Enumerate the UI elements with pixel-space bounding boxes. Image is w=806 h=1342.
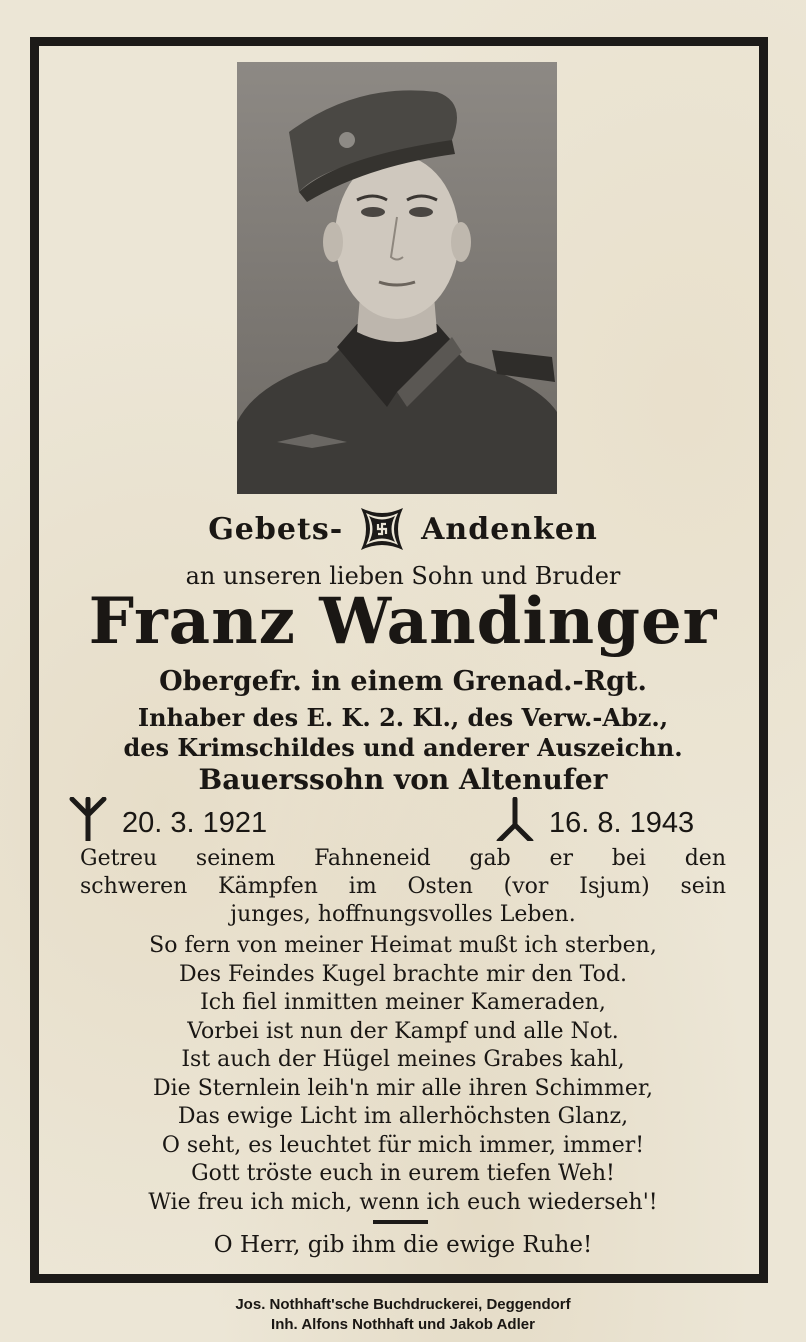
poem-line: Wie freu ich mich, wenn ich euch wiederseh'!	[148, 1189, 658, 1215]
memorial-poem	[80, 932, 726, 1217]
dedication-paragraph	[80, 845, 726, 929]
dedication-line-1: Getreu seinem Fahneneid gab er bei den	[80, 846, 726, 871]
dedication-line-3: junges, hoffnungsvolles Leben.	[230, 902, 576, 927]
death-date-group	[495, 800, 694, 846]
awards-line-2: des Krimschildes und anderer Auszeichn.	[123, 733, 683, 762]
origin-text: Bauerssohn von Altenufer	[198, 763, 608, 796]
poem-line: Des Feindes Kugel brachte mir den Tod.	[179, 961, 627, 987]
life-rune-icon	[68, 797, 108, 849]
awards-line-1: Inhaber des E. K. 2. Kl., des Verw.-Abz.,	[137, 703, 669, 732]
poem-line: O seht, es leuchtet für mich immer, immer!	[161, 1132, 645, 1158]
dedication-line-2: schweren Kämpfen im Osten (vor Isjum) sein	[80, 874, 726, 899]
intro-text: an unseren lieben Sohn und Bruder	[185, 562, 621, 590]
title-right: Andenken	[421, 512, 598, 547]
birth-date: 20. 3. 1921	[122, 806, 268, 839]
soldier-portrait-photo	[237, 62, 557, 494]
life-dates	[60, 800, 750, 846]
divider-rule	[373, 1220, 428, 1224]
printer-line-1: Jos. Nothhaft'sche Buchdruckerei, Deggendorf	[235, 1296, 571, 1313]
death-date: 16. 8. 1943	[549, 806, 695, 839]
poem-line: Vorbei ist nun der Kampf und alle Not.	[187, 1018, 619, 1044]
poem-line: So fern von meiner Heimat mußt ich sterben,	[149, 933, 657, 958]
card-title	[40, 508, 766, 552]
death-rune-icon	[495, 797, 535, 849]
poem-line: Das ewige Licht im allerhöchsten Glanz,	[177, 1104, 629, 1129]
poem-line: Gott tröste euch in eurem tiefen Weh!	[191, 1161, 615, 1186]
poem-line: Die Sternlein leih'n mir alle ihren Schimmer,	[153, 1075, 653, 1101]
title-left: Gebets-	[208, 512, 344, 547]
poem-line: Ist auch der Hügel meines Grabes kahl,	[181, 1047, 625, 1072]
military-rank: Obergefr. in einem Grenad.-Rgt.	[159, 666, 647, 697]
iron-cross-icon	[357, 504, 407, 557]
birth-date-group	[68, 800, 267, 846]
poem-line: Ich fiel inmitten meiner Kameraden,	[200, 990, 606, 1015]
closing-prayer: O Herr, gib ihm die ewige Ruhe!	[213, 1232, 593, 1258]
deceased-name: Franz Wandinger	[88, 584, 718, 659]
printer-line-2: Inh. Alfons Nothhaft und Jakob Adler	[271, 1316, 535, 1333]
